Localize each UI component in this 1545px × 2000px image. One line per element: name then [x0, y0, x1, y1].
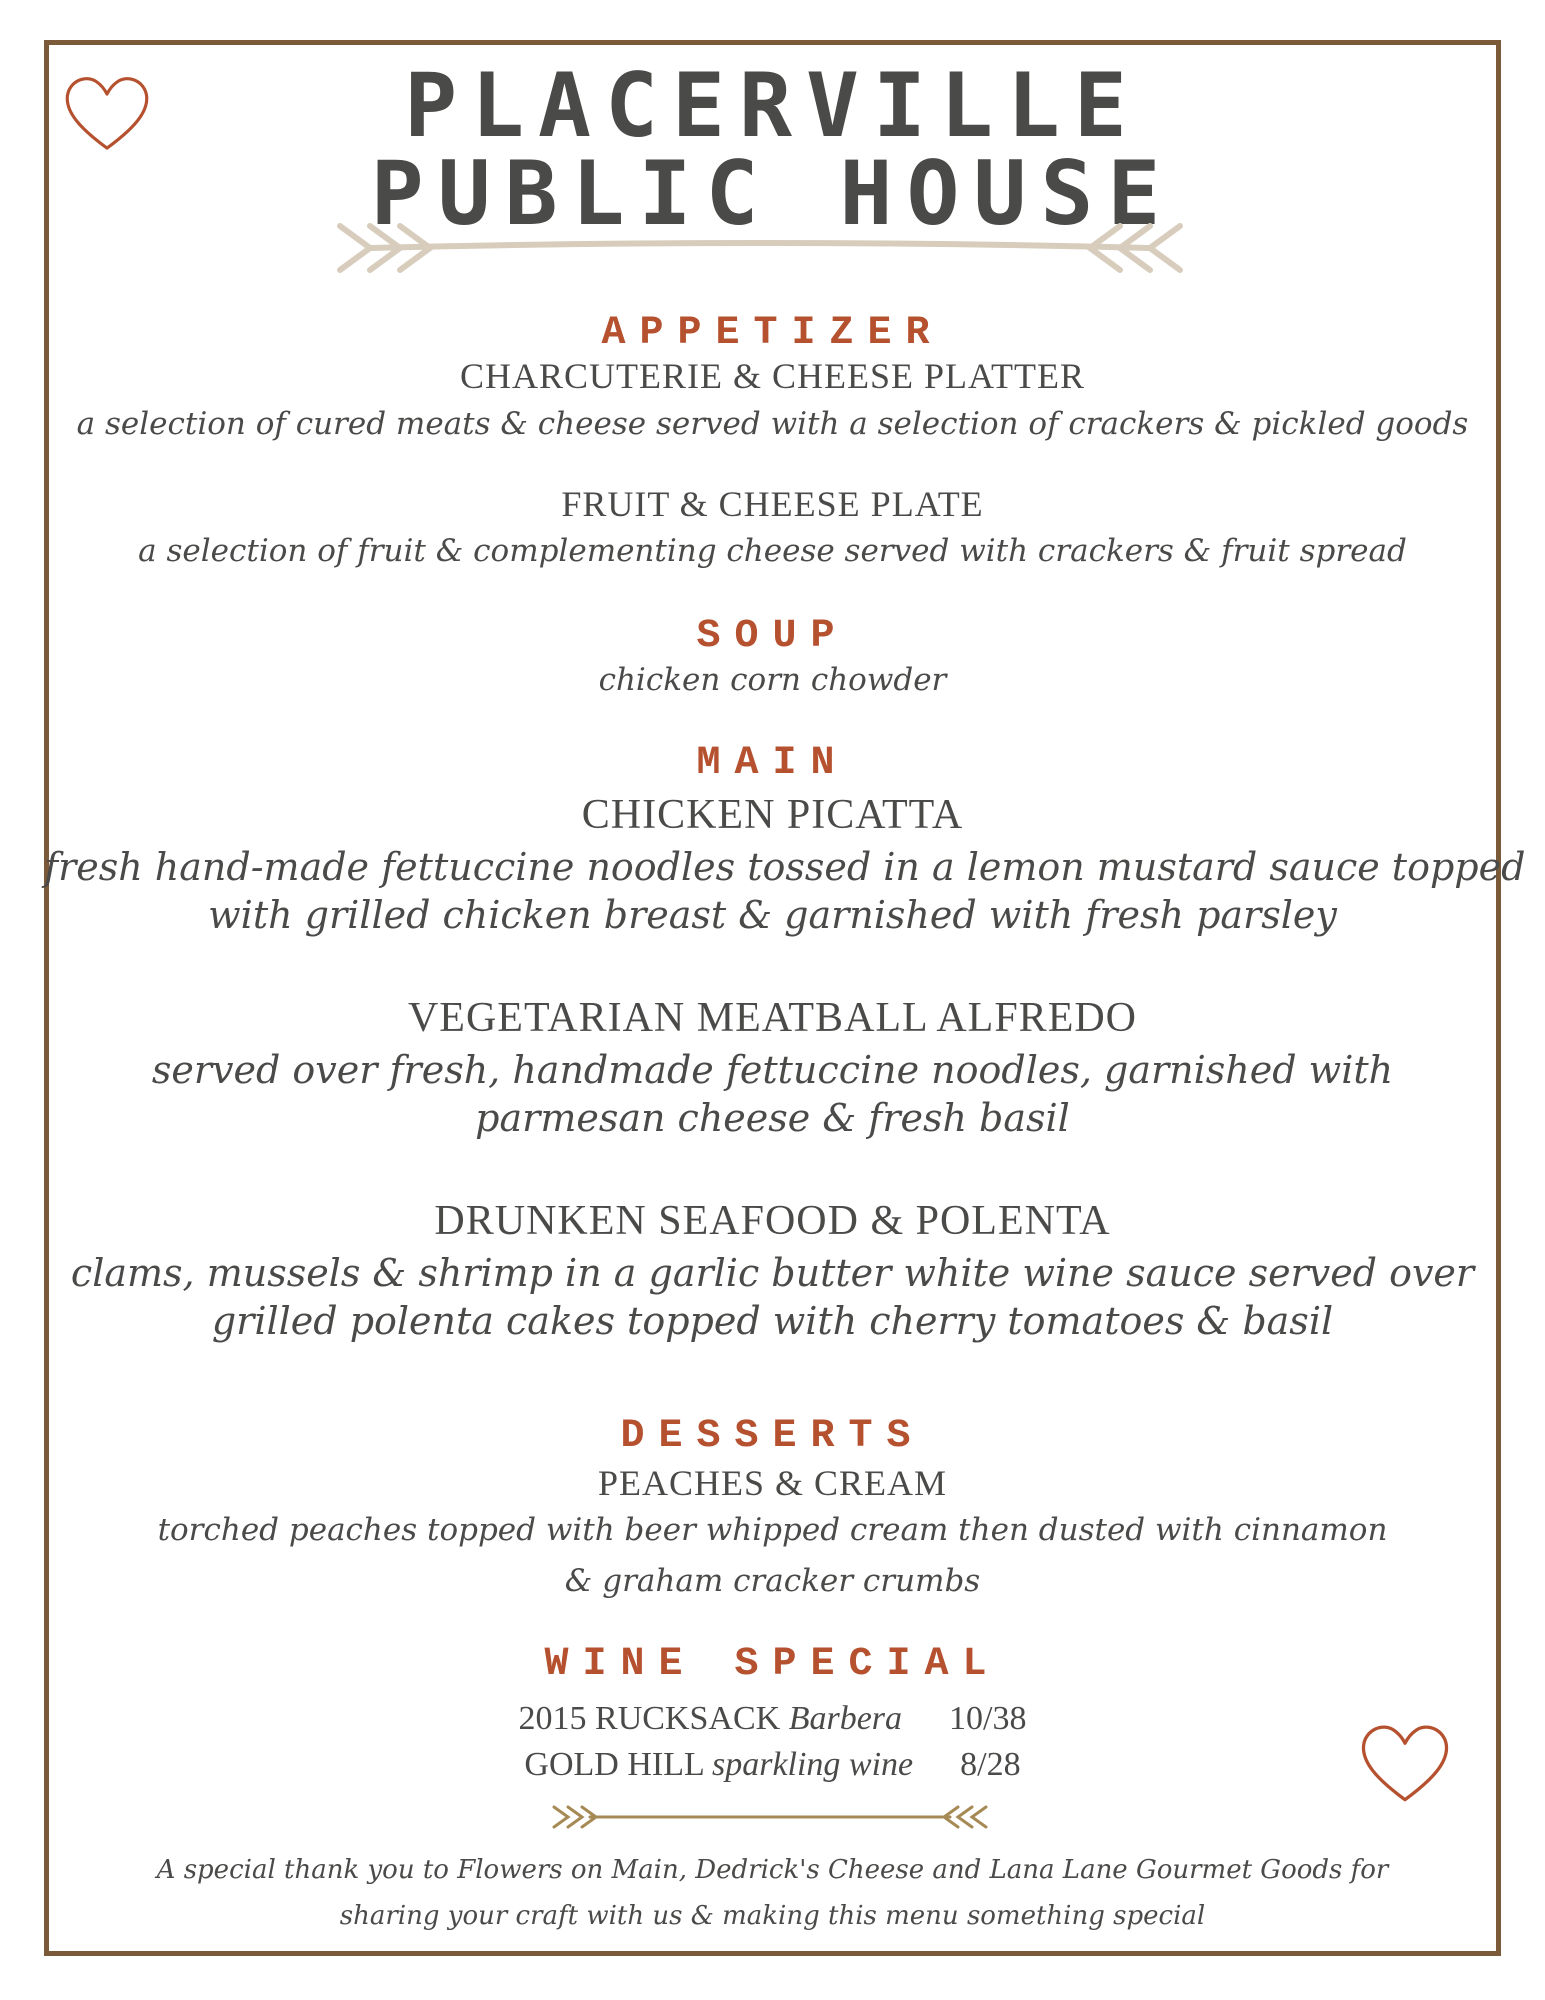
- menu-item-description: fresh hand-made fettuccine noodles tossed in a lemon mustard sauce topped: [44, 845, 1526, 889]
- menu-item-name: VEGETARIAN MEATBALL ALFREDO: [407, 995, 1138, 1041]
- wine-price: 8/28: [960, 1746, 1021, 1783]
- section-heading-soup: SOUP: [696, 614, 849, 659]
- wine-varietal: sparkling wine: [711, 1746, 914, 1783]
- menu-item-name: CHICKEN PICATTA: [581, 792, 964, 838]
- restaurant-name-line1: PLACERVILLE: [404, 54, 1141, 157]
- menu-item-description: parmesan cheese & fresh basil: [475, 1096, 1070, 1140]
- menu-item-description: chicken corn chowder: [598, 662, 947, 698]
- section-heading-appetizer: APPETIZER: [601, 311, 944, 356]
- section-heading-main: MAIN: [696, 741, 849, 786]
- menu-item-name: PEACHES & CREAM: [597, 1463, 948, 1503]
- menu-item-description: grilled polenta cakes topped with cherry tomatoes & basil: [211, 1299, 1334, 1343]
- menu-item-description: served over fresh, handmade fettuccine noodles, garnished with: [151, 1048, 1394, 1092]
- menu-item-description: a selection of fruit & complementing cheese served with crackers & fruit spread: [138, 533, 1407, 569]
- restaurant-name-line2: PUBLIC HOUSE: [370, 142, 1175, 245]
- section-heading-wine-special: WINE SPECIAL: [544, 1642, 1001, 1687]
- wine-producer: GOLD HILL: [524, 1746, 704, 1783]
- wine-producer: 2015 RUCKSACK: [518, 1700, 781, 1737]
- menu-item-description: torched peaches topped with beer whipped cream then dusted with cinnamon: [157, 1512, 1388, 1548]
- arrow-divider-icon: [550, 1800, 990, 1834]
- menu-item-description: a selection of cured meats & cheese served with a selection of crackers & pickled goods: [76, 406, 1469, 442]
- wine-price: 10/38: [949, 1700, 1027, 1737]
- menu-item-name: DRUNKEN SEAFOOD & POLENTA: [434, 1198, 1111, 1244]
- wine-item: [44, 1702, 1501, 1736]
- menu-item-description: with grilled chicken breast & garnished with fresh parsley: [208, 893, 1337, 937]
- wine-varietal: Barbera: [788, 1700, 903, 1737]
- thank-you-note: A special thank you to Flowers on Main, Dedrick's Cheese and Lana Lane Gourmet Goods for: [156, 1855, 1389, 1885]
- menu-item-name: CHARCUTERIE & CHEESE PLATTER: [459, 356, 1085, 396]
- menu-item-name: FRUIT & CHEESE PLATE: [561, 484, 984, 524]
- thank-you-note: sharing your craft with us & making this menu something special: [339, 1901, 1206, 1931]
- menu-item-description: clams, mussels & shrimp in a garlic butter white wine sauce served over: [70, 1251, 1475, 1295]
- arrow-divider-icon: [330, 212, 1190, 282]
- wine-item: [44, 1748, 1501, 1782]
- menu-item-description: & graham cracker crumbs: [564, 1563, 981, 1599]
- section-heading-desserts: DESSERTS: [620, 1414, 925, 1459]
